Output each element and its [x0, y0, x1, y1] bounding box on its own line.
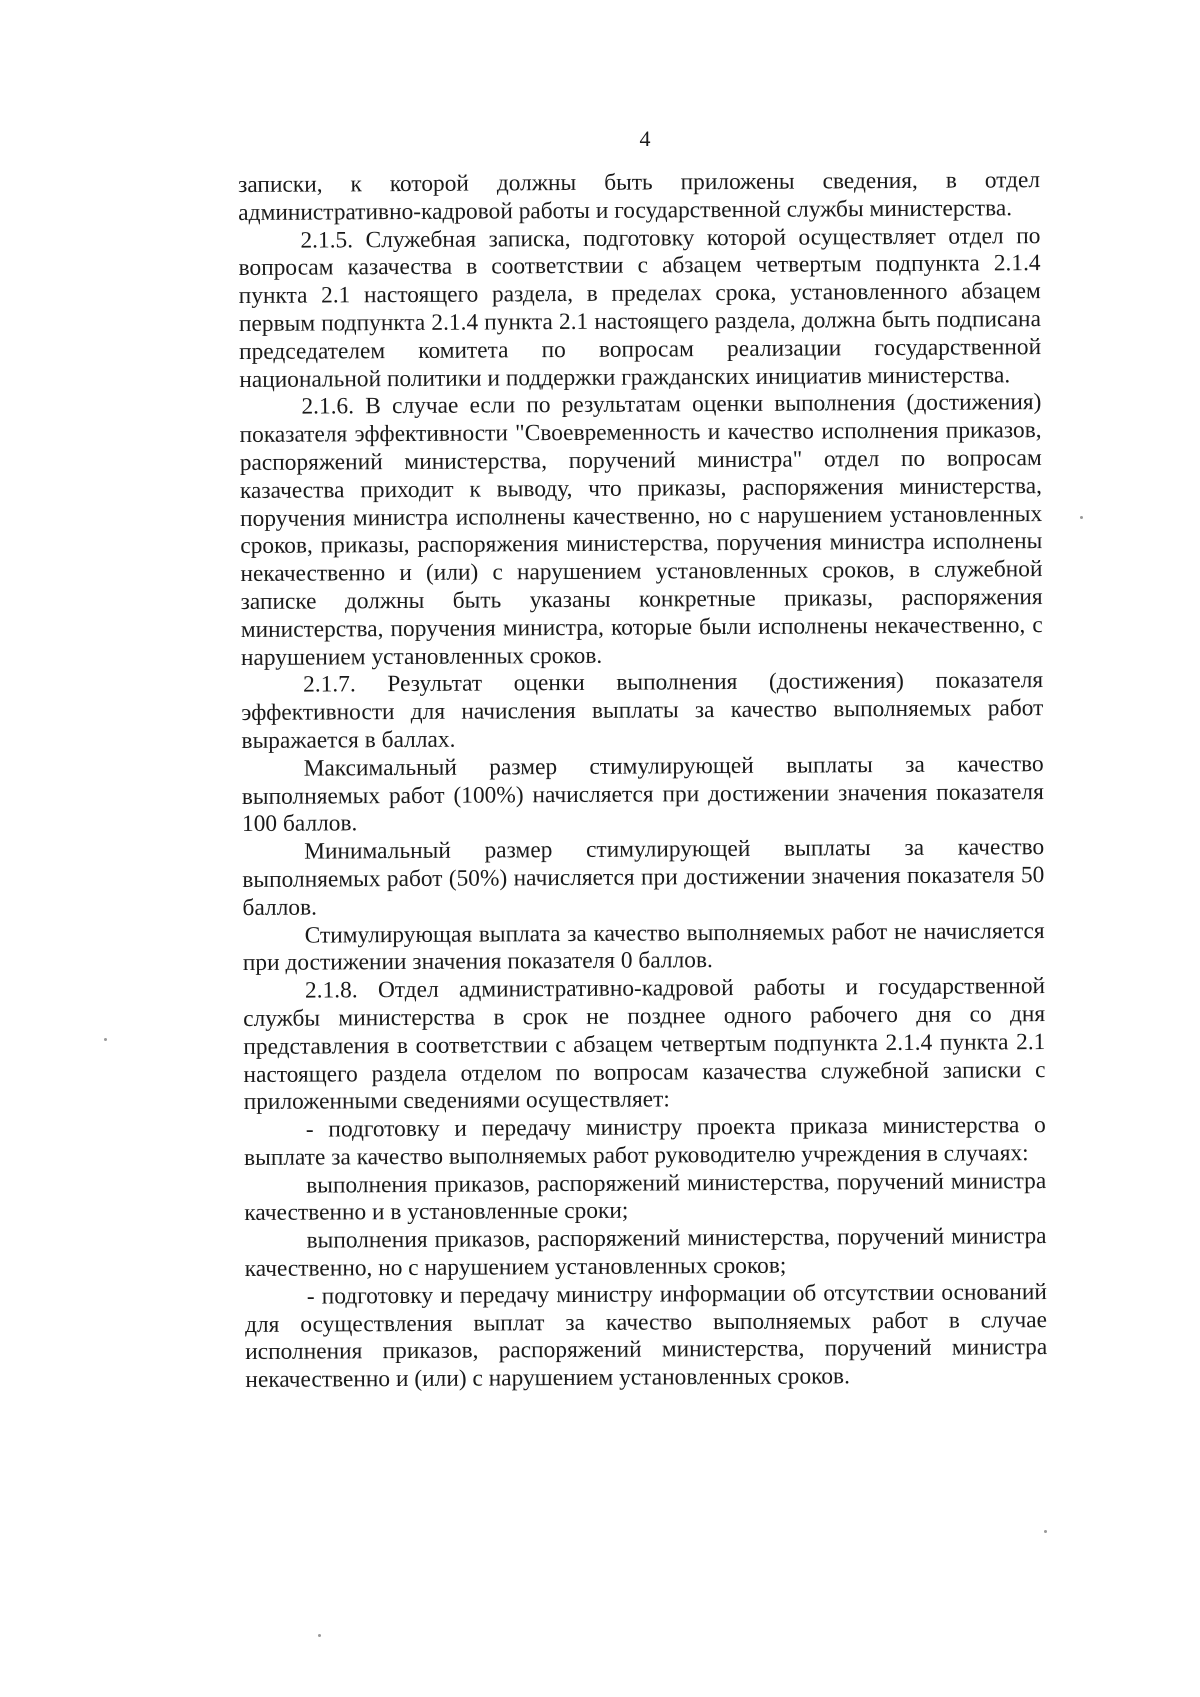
list-subitem-late: выполнения приказов, распоряжений министерства, поручений министра качественно, но с нарушением установленных сроков; [244, 1223, 1047, 1283]
document-body [238, 167, 1047, 1395]
paragraph-2-1-7: 2.1.7. Результат оценки выполнения (достижения) показателя эффективности для начисления выплаты за качество выполняемых работ выражается в баллах. [241, 667, 1044, 754]
paragraph-min-payment: Минимальный размер стимулирующей выплаты за качество выполняемых работ (50%) начисляется при достижении значения показателя 50 баллов. [242, 834, 1045, 921]
list-item-no-grounds: - подготовку и передачу министру информации об отсутствии оснований для осуществления выплат за качество выполняемых работ в случае исполнения приказов, распоряжений министерства, поручений министра некачественно и (или) с нарушением установленных сроков. [244, 1278, 1048, 1394]
paragraph-2-1-6: 2.1.6. В случае если по результатам оценки выполнения (достижения) показателя эффективности "Своевременность и качество исполнения приказов, распоряжений министерства, поручений министра" отдел по вопросам казачества приходит к выводу, что приказы, распоряжения министерства, поручения министра исполнены качественно, но с нарушением установленных сроков, приказы, распоряжения министерства, поручения министра исполнены некачественно и (или) с нарушением установленных сроков, в служебной записке должны быть указаны конкретные приказы, распоряжения министерства, поручения министра, которые были исполнены некачественно, с нарушением установленных сроков. [239, 389, 1043, 671]
page-number: 4 [639, 126, 651, 151]
scan-speck [1044, 1530, 1047, 1533]
scan-speck [104, 1038, 107, 1041]
paragraph-continuation: записки, к которой должны быть приложены сведения, в отдел административно-кадровой работы и государственной службы министерства. [238, 167, 1041, 226]
paragraph-no-payment: Стимулирующая выплата за качество выполняемых работ не начисляется при достижении значения показателя 0 баллов. [242, 917, 1045, 977]
paragraph-2-1-5: 2.1.5. Служебная записка, подготовку которой осуществляет отдел по вопросам казачества в соответствии с абзацем четвертым подпункта 2.1.4 пункта 2.1 настоящего раздела, в пределах срока, установленного абзацем первым подпункта 2.1.4 пункта 2.1 настоящего раздела, должна быть подписана председателем комитета по вопросам реализации государственной национальной политики и поддержки гражданских инициатив министерства. [238, 222, 1042, 393]
scan-speck [318, 1634, 321, 1637]
list-item-order-draft: - подготовку и передачу министру проекта приказа министерства о выплате за качество выполняемых работ руководителю учреждения в случаях: [243, 1112, 1046, 1171]
paragraph-2-1-8: 2.1.8. Отдел административно-кадровой работы и государственной службы министерства в срок не позднее одного рабочего дня со дня представления в соответствии с абзацем четвертым подпункта 2.1.4 пункта 2.1 настоящего раздела отделом по вопросам казачества служебной записки с приложенными сведениями осуществляет: [243, 973, 1046, 1116]
scan-speck [1080, 516, 1083, 519]
list-subitem-on-time: выполнения приказов, распоряжений министерства, поручений министра качественно и в установленные сроки; [244, 1167, 1047, 1227]
paragraph-max-payment: Максимальный размер стимулирующей выплаты за качество выполняемых работ (100%) начисляется при достижении значения показателя 100 баллов. [241, 750, 1044, 838]
